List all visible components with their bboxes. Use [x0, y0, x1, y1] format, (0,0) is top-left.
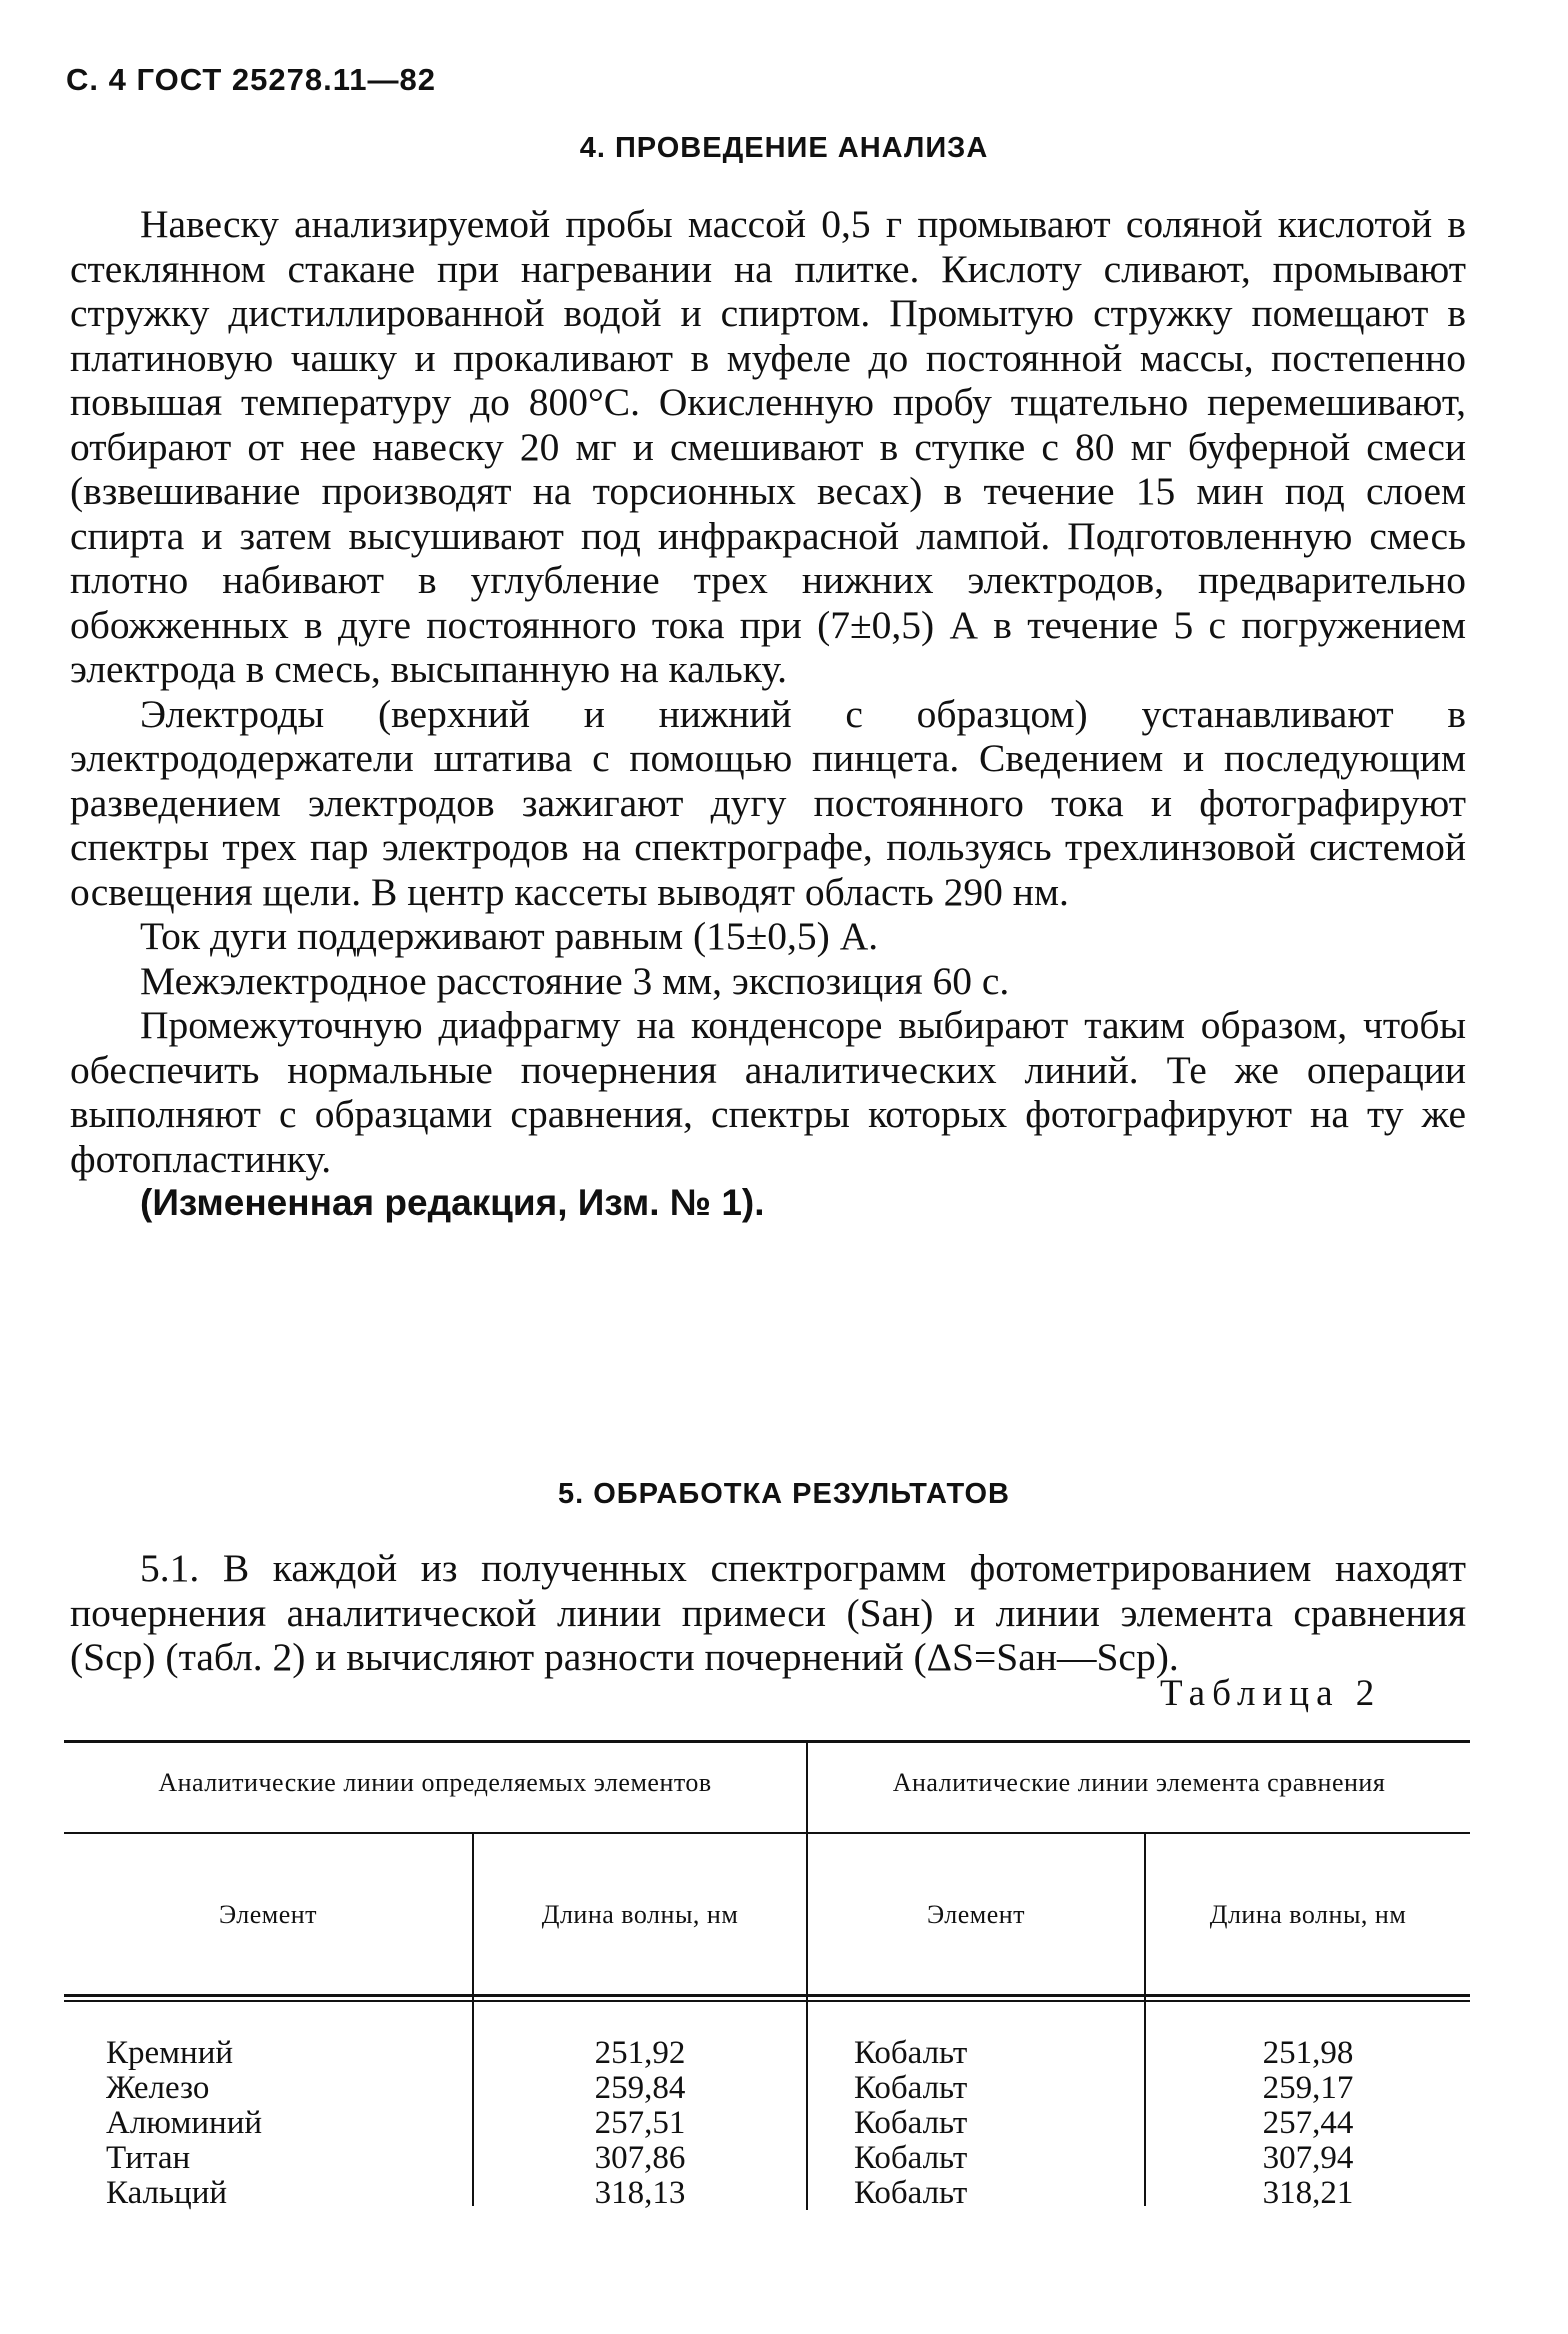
paragraph: 5.1. В каждой из полученных спектрограмм фотометрированием находят почернения аналитической линии примеси (Sан) и линии элемента сравнения (Sср) (табл. 2) и вычисляют разности почернений (ΔS=Sан—Sср).: [70, 1546, 1466, 1679]
cell-element: Кремний: [106, 2035, 234, 2071]
paragraph: Навеску анализируемой пробы массой 0,5 г промывают соляной кислотой в стеклянном стакане при нагревании на плитке. Кислоту сливают, промывают стружку дистиллированной водой и спиртом. Промытую стружку помещают в платиновую чашку и прокаливают в муфеле до постоянной массы, постепенно повышая температуру до 800°С. Окисленную пробу тщательно перемешивают, отбирают от нее навеску 20 мг и смешивают в ступке с 80 мг буферной смеси (взвешивание производят на торсионных весах) в течение 15 мин под слоем спирта и затем высушивают под инфракрасной лампой. Подготовленную смесь плотно набивают в углубление трех нижних электродов, предварительно обожженных в дуге постоянного тока при (7±0,5) А в течение 5 с погружением электрода в смесь, высыпанную на кальку.: [70, 202, 1466, 691]
cell-ref-element: Кобальт: [854, 2105, 968, 2141]
cell-ref-wavelength: 257,44: [1262, 2105, 1354, 2141]
table-header-rule: [64, 1832, 1470, 1834]
group-header-right: Аналитические линии элемента сравнения: [892, 1768, 1386, 1797]
cell-ref-element: Кобальт: [854, 2140, 968, 2176]
table-header-bottom-rule-2: [64, 2000, 1470, 2002]
cell-element: Кальций: [106, 2175, 228, 2211]
amendment-note: (Измененная редакция, Изм. № 1).: [140, 1182, 765, 1223]
cell-wavelength: 259,84: [594, 2070, 686, 2106]
cell-wavelength: 251,92: [594, 2035, 686, 2071]
cell-element: Железо: [106, 2070, 210, 2106]
col-header-ref-element: Элемент: [926, 1900, 1026, 1929]
col-header-wavelength: Длина волны, нм: [541, 1900, 739, 1929]
cell-ref-element: Кобальт: [854, 2070, 968, 2106]
cell-ref-wavelength: 318,21: [1262, 2175, 1354, 2211]
paragraph: Промежуточную диафрагму на конденсоре выбирают таким образом, чтобы обеспечить нормальные почернения аналитических линий. Те же операции выполняют с образцами сравнения, спектры которых фотографируют на ту же фотопластинку.: [70, 1003, 1466, 1181]
cell-wavelength: 318,13: [594, 2175, 686, 2211]
col-header-element: Элемент: [218, 1900, 318, 1929]
group-header-left: Аналитические линии определяемых элементов: [158, 1768, 712, 1797]
col-header-ref-wavelength: Длина волны, нм: [1209, 1900, 1407, 1929]
paragraph: Электроды (верхний и нижний с образцом) устанавливают в электрододержатели штатива с помощью пинцета. Сведением и последующим разведением электродов зажигают дугу постоянного тока и фотографируют спектры трех пар электродов на спектрографе, пользуясь трехлинзовой системой освещения щели. В центр кассеты выводят область 290 нм.: [70, 691, 1466, 914]
table-caption: Таблица 2: [1160, 1673, 1382, 1714]
cell-ref-element: Кобальт: [854, 2035, 968, 2071]
cell-ref-wavelength: 259,17: [1262, 2070, 1354, 2106]
cell-ref-element: Кобальт: [854, 2175, 968, 2211]
cell-ref-wavelength: 251,98: [1262, 2035, 1354, 2071]
table-2: [64, 1740, 1470, 2210]
section-5-title: 5. ОБРАБОТКА РЕЗУЛЬТАТОВ: [557, 1478, 1011, 1510]
cell-ref-wavelength: 307,94: [1262, 2140, 1354, 2176]
cell-element: Титан: [106, 2140, 191, 2176]
cell-wavelength: 257,51: [594, 2105, 686, 2141]
section-4-body: [70, 202, 1466, 1226]
page-header: С. 4 ГОСТ 25278.11—82: [66, 62, 436, 97]
section-5-body: [70, 1546, 1466, 1680]
paragraph: Ток дуги поддерживают равным (15±0,5) А.: [140, 914, 879, 958]
table-header-bottom-rule: [64, 1994, 1470, 1997]
cell-element: Алюминий: [106, 2105, 263, 2141]
table-center-divider: [806, 1740, 808, 2210]
section-4-title: 4. ПРОВЕДЕНИЕ АНАЛИЗА: [579, 132, 989, 164]
paragraph: Межэлектродное расстояние 3 мм, экспозиция 60 с.: [140, 958, 1010, 1003]
table-top-rule: [64, 1740, 1470, 1743]
cell-wavelength: 307,86: [594, 2140, 686, 2176]
